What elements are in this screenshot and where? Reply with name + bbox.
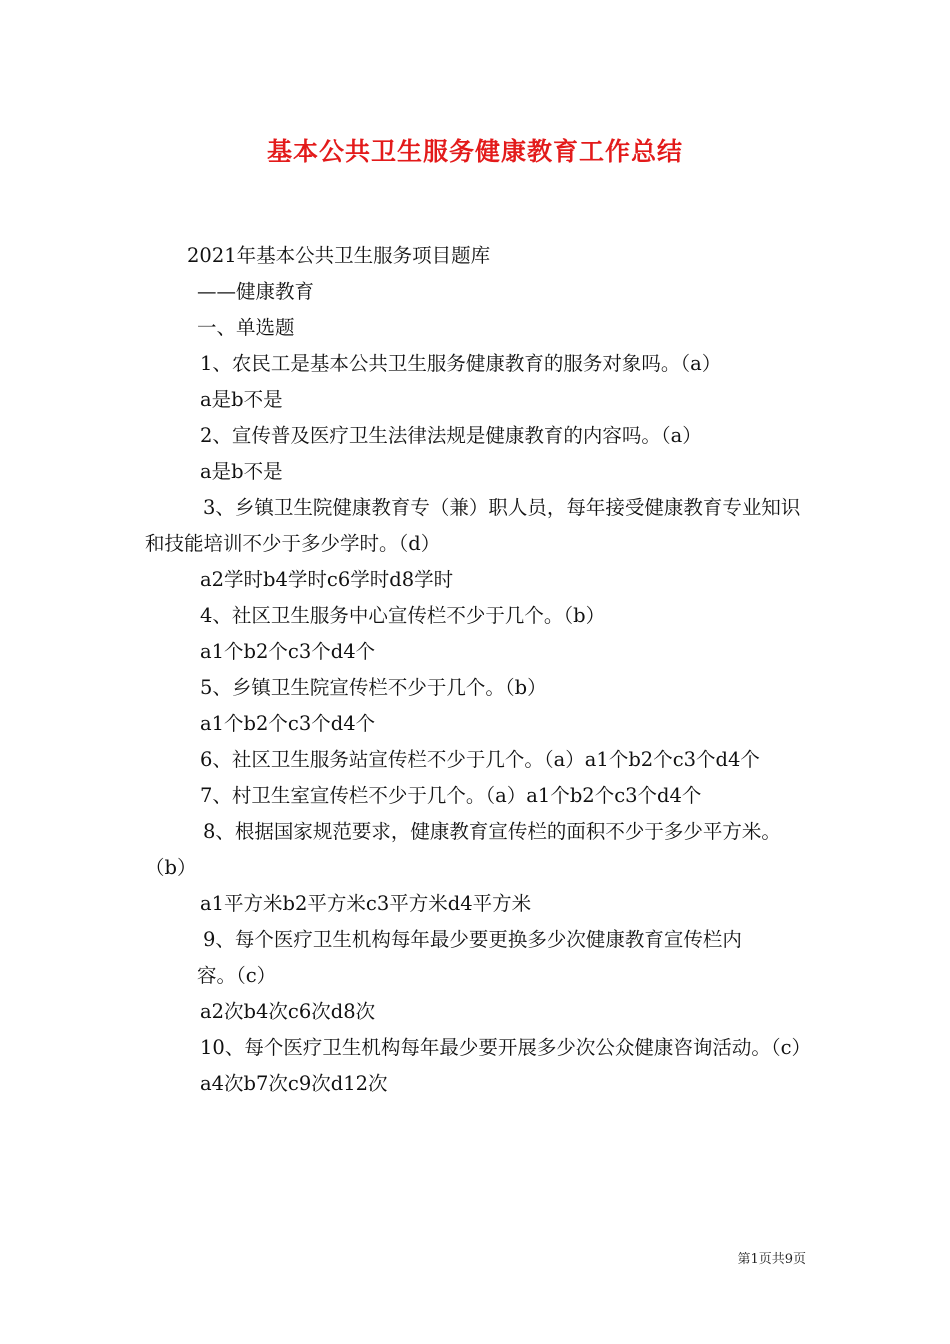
- page-number: 第1页共9页: [737, 1252, 806, 1267]
- options-10: a4次b7次c9次d12次: [200, 1072, 388, 1095]
- question-9-continued: 容。（c）: [197, 964, 277, 987]
- document-title: 基本公共卫生服务健康教育工作总结: [266, 137, 683, 166]
- options-4: a1个b2个c3个d4个: [200, 640, 376, 663]
- options-1: a是b不是: [200, 388, 283, 411]
- document-body: [145, 238, 810, 1102]
- paragraph-subtitle: ——健康教育: [197, 280, 315, 303]
- options-8: a1平方米b2平方米c3平方米d4平方米: [200, 892, 532, 915]
- question-8: 8、根据国家规范要求，健康教育宣传栏的面积不少于多少平方米。（b）: [145, 820, 781, 879]
- options-3: a2学时b4学时c6学时d8学时: [200, 568, 454, 591]
- question-7: 7、村卫生室宣传栏不少于几个。（a）a1个b2个c3个d4个: [200, 784, 702, 807]
- question-9: 9、每个医疗卫生机构每年最少要更换多少次健康教育宣传栏内: [203, 928, 742, 951]
- options-9: a2次b4次c6次d8次: [200, 1000, 376, 1023]
- question-1: 1、农民工是基本公共卫生服务健康教育的服务对象吗。（a）: [200, 352, 722, 375]
- question-10: 10、每个医疗卫生机构每年最少要开展多少次公众健康咨询活动。（c）: [200, 1036, 811, 1059]
- question-2: 2、宣传普及医疗卫生法律法规是健康教育的内容吗。（a）: [200, 424, 702, 447]
- question-4: 4、社区卫生服务中心宣传栏不少于几个。（b）: [200, 604, 606, 627]
- question-5: 5、乡镇卫生院宣传栏不少于几个。（b）: [200, 676, 547, 699]
- question-3: 3、乡镇卫生院健康教育专（兼）职人员，每年接受健康教育专业知识和技能培训不少于多少学时。（d）: [145, 496, 801, 555]
- paragraph-question-bank-title: 2021年基本公共卫生服务项目题库: [187, 244, 491, 267]
- paragraph-section-heading: 一、单选题: [197, 316, 295, 339]
- options-2: a是b不是: [200, 460, 283, 483]
- question-6: 6、社区卫生服务站宣传栏不少于几个。（a）a1个b2个c3个d4个: [200, 748, 760, 771]
- options-5: a1个b2个c3个d4个: [200, 712, 376, 735]
